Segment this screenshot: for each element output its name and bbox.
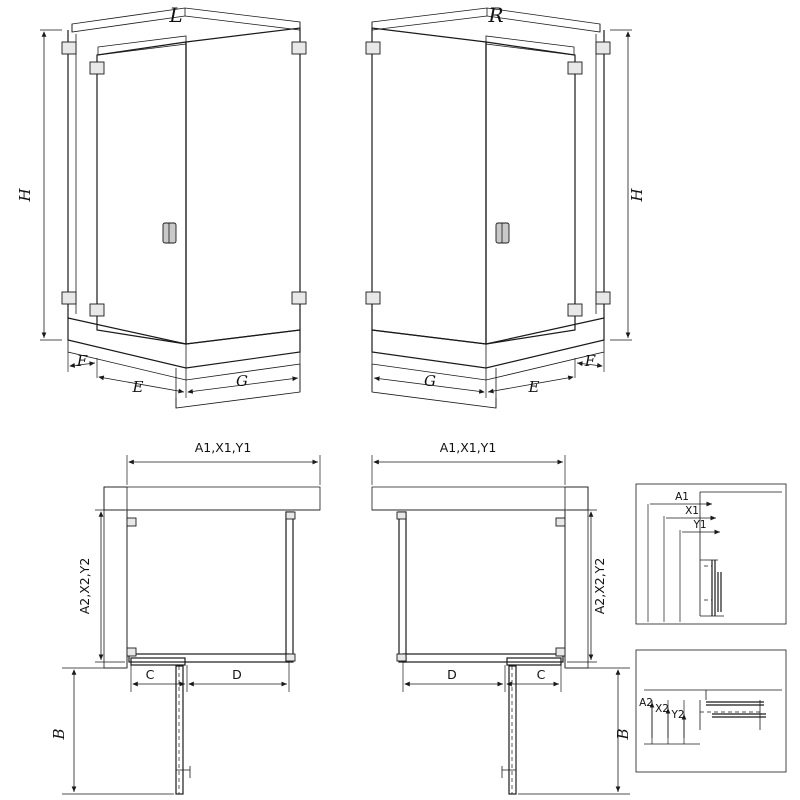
dim-g-right: G [424,372,436,390]
detail-view-bottom [636,650,786,772]
plan-left-dim-b: B [50,728,68,740]
detail-bottom-dim-x2: X2 [655,703,669,715]
handing-label-left: L [169,3,183,27]
isometric-view-left [16,3,306,408]
plan-left-side-dim: A2,X2,Y2 [77,557,92,615]
dim-f-right: F [584,352,596,370]
detail-top-dim-a1: A1 [675,491,689,503]
dim-g-left: G [236,372,248,390]
plan-left-top-dim: A1,X1,Y1 [194,440,252,455]
plan-right-dim-d: D [447,667,457,682]
plan-view-left [50,440,320,794]
dim-h-left: H [16,188,34,202]
plan-right-top-dim: A1,X1,Y1 [439,440,497,455]
isometric-view-right [366,3,646,408]
plan-left-dim-c: C [145,667,155,682]
dim-h-right: H [628,188,646,202]
dim-f-left: F [76,352,88,370]
plan-right-dim-b: B [614,728,632,740]
plan-left-dim-d: D [232,667,242,682]
detail-view-top [636,484,786,624]
detail-top-dim-y1: Y1 [693,519,707,531]
dim-e-right: E [528,378,540,396]
detail-bottom-dim-y2: Y2 [671,709,685,721]
plan-right-side-dim: A2,X2,Y2 [592,557,607,615]
detail-top-dim-x1: X1 [685,505,699,517]
dim-e-left: E [132,378,144,396]
plan-right-dim-c: C [536,667,546,682]
detail-bottom-dim-a2: A2 [639,697,653,709]
plan-view-right [372,440,632,794]
handing-label-right: R [488,3,504,27]
